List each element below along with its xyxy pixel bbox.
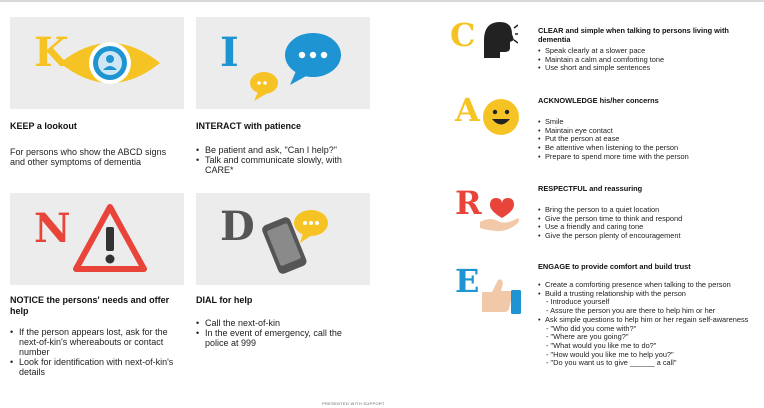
sub-item: - "Where are you going?" xyxy=(546,332,629,342)
dial-title: DIAL for help xyxy=(196,295,253,305)
list-item: • Give the person time to think and respond xyxy=(538,215,758,224)
acknowledge-list xyxy=(538,118,758,162)
sub-item: - "Do you want us to give ______ a call" xyxy=(546,358,677,368)
list-item: • If the person appears lost, ask for the next-of-kin's whereabouts or contact number xyxy=(10,327,180,357)
list-item: • Use short and simple sentences xyxy=(538,64,758,73)
list-item: • Build a trusting relationship with the person xyxy=(538,290,760,299)
list-item: • Prepare to spend more time with the person xyxy=(538,153,758,162)
engage-title: ENGAGE to provide comfort and build trust xyxy=(538,262,691,271)
interact-list xyxy=(196,145,366,175)
list-item: • Be patient and ask, "Can I help?" xyxy=(196,145,366,155)
sub-item: - "How would you like me to help you?" xyxy=(546,349,674,359)
list-item: • Create a comforting presence when talking to the person xyxy=(538,281,760,290)
clear-letter: C xyxy=(450,16,476,54)
sub-item: - Assure the person you are there to help him or her xyxy=(546,306,716,316)
heart-hand-icon xyxy=(478,196,522,236)
keep-text: For persons who show the ABCD signs and other symptoms of dementia xyxy=(10,147,167,167)
engage-letter: E xyxy=(455,262,480,300)
respectful-letter: R xyxy=(455,184,482,222)
list-item: • Look for identification with next-of-kin's details xyxy=(10,357,180,377)
list-item: • Bring the person to a quiet location xyxy=(538,206,758,215)
dial-tile xyxy=(196,193,370,285)
list-item: • Use a friendly and caring tone xyxy=(538,223,758,232)
notice-tile xyxy=(10,193,184,285)
interact-letter: I xyxy=(220,29,239,76)
list-item: • Ask simple questions to help him or her regain self-awareness xyxy=(538,316,760,325)
top-divider xyxy=(0,0,764,2)
dial-list xyxy=(196,318,366,348)
notice-list xyxy=(10,327,180,377)
notice-letter: N xyxy=(34,205,71,252)
sub-item: - Introduce yourself xyxy=(546,297,610,307)
engage-list xyxy=(538,281,760,368)
list-item: • Maintain a calm and comforting tone xyxy=(538,56,758,65)
dial-letter: D xyxy=(220,203,255,250)
keep-letter: K xyxy=(34,29,69,76)
thumbs-up-icon xyxy=(478,276,522,316)
list-item: • Maintain eye contact xyxy=(538,127,758,136)
list-item: • Speak clearly at a slower pace xyxy=(538,47,758,56)
notice-title: NOTICE the persons' needs and offer help xyxy=(10,295,170,316)
list-item: • Give the person plenty of encouragement xyxy=(538,232,758,241)
clear-list xyxy=(538,47,758,73)
clear-title: CLEAR and simple when talking to persons living with dementia xyxy=(538,26,729,44)
interact-tile xyxy=(196,17,370,109)
list-item: • Put the person at ease xyxy=(538,135,758,144)
keep-title: KEEP a lookout xyxy=(10,121,77,131)
list-item: • Smile xyxy=(538,118,758,127)
keep-tile xyxy=(10,17,184,109)
list-item: • Call the next-of-kin xyxy=(196,318,366,328)
speaking-head-icon xyxy=(478,18,518,62)
list-item: • Be attentive when listening to the person xyxy=(538,144,758,153)
sub-item: - "Who did you come with?" xyxy=(546,323,637,333)
interact-title: INTERACT with patience xyxy=(196,121,302,131)
list-item: • In the event of emergency, call the police at 999 xyxy=(196,328,366,348)
respectful-title: RESPECTFUL and reassuring xyxy=(538,184,643,193)
sub-item: - "What would you like me to do?" xyxy=(546,340,657,350)
acknowledge-letter: A xyxy=(455,91,480,129)
acknowledge-title: ACKNOWLEDGE his/her concerns xyxy=(538,96,659,105)
list-item: • Talk and communicate slowly, with CARE* xyxy=(196,155,366,175)
smiley-icon xyxy=(481,97,521,137)
respectful-list xyxy=(538,206,758,241)
footer-text: PRESENTED WITH SUPPORT xyxy=(322,401,385,406)
